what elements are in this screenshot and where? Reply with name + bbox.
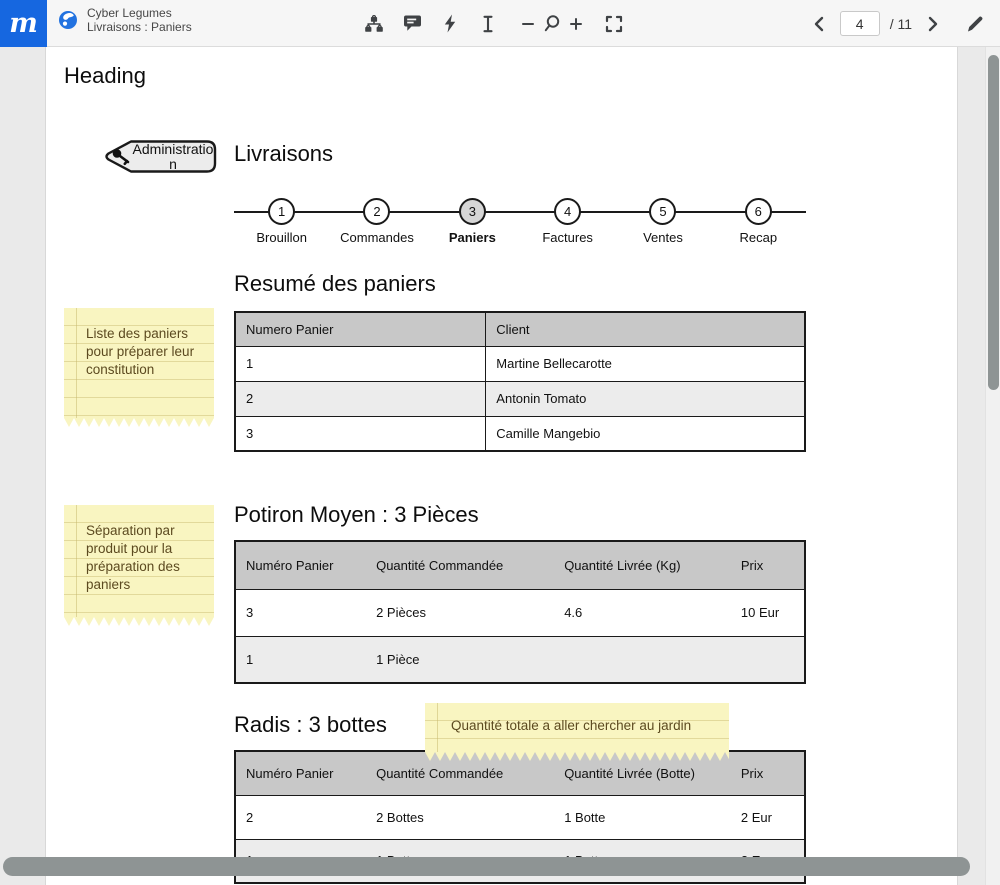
sticky-note-liste-paniers[interactable] <box>64 308 214 427</box>
table-header-row <box>235 312 805 346</box>
search-icon <box>543 14 562 33</box>
board-title: Cyber Legumes <box>87 6 172 20</box>
cell: 2 Eur <box>731 795 805 839</box>
cell: 1 <box>235 636 366 683</box>
sitemap-icon <box>364 15 384 33</box>
board-info[interactable] <box>58 6 192 34</box>
step-recap <box>711 198 806 245</box>
step-circle: 2 <box>363 198 390 225</box>
col-header: Quantité Commandée <box>366 751 554 795</box>
step-factures <box>520 198 615 245</box>
tag-administration[interactable] <box>101 139 221 174</box>
col-header: Prix <box>731 751 805 795</box>
col-header: Client <box>486 312 805 346</box>
note-torn-edge <box>425 752 729 761</box>
document-page <box>45 47 958 885</box>
note-torn-edge <box>64 617 214 626</box>
cell: 2 Bottes <box>366 795 554 839</box>
note-text: Liste des paniers pour préparer leur constitution <box>64 308 214 418</box>
sitemap-button[interactable] <box>363 13 385 35</box>
comments-button[interactable] <box>401 13 423 35</box>
cell: 2 Pièces <box>366 589 554 636</box>
fullscreen-button[interactable] <box>603 13 625 35</box>
col-header: Quantité Livrée (Botte) <box>554 751 731 795</box>
text-cursor-icon <box>479 15 497 33</box>
potiron-table[interactable] <box>234 540 806 684</box>
toolbar <box>0 0 1000 47</box>
next-page-button[interactable] <box>922 13 944 35</box>
cell: 4.6 <box>554 589 731 636</box>
pencil-icon <box>965 14 985 34</box>
table-row <box>235 346 805 381</box>
note-torn-edge <box>64 418 214 427</box>
vertical-scrollbar-thumb[interactable] <box>988 55 999 390</box>
cell: Antonin Tomato <box>486 381 805 416</box>
step-label: Paniers <box>448 230 496 245</box>
lightning-icon <box>441 14 459 33</box>
col-header: Quantité Livrée (Kg) <box>554 541 731 589</box>
step-label: Factures <box>542 230 593 245</box>
step-label: Brouillon <box>256 230 307 245</box>
col-header: Prix <box>731 541 805 589</box>
table-row <box>235 795 805 839</box>
table-row <box>235 636 805 683</box>
step-label: Commandes <box>340 230 414 245</box>
table-row <box>235 381 805 416</box>
cell: 10 Eur <box>731 589 805 636</box>
cell: 1 Botte <box>554 795 731 839</box>
chevron-left-icon <box>811 15 827 33</box>
step-circle: 1 <box>268 198 295 225</box>
livraisons-title[interactable]: Livraisons <box>234 141 334 166</box>
step-circle: 3 <box>459 198 486 225</box>
page-total: / 11 <box>889 15 912 32</box>
table-row <box>235 416 805 451</box>
step-brouillon <box>234 198 329 245</box>
cell: Martine Bellecarotte <box>486 346 805 381</box>
step-label: Ventes <box>643 230 683 245</box>
cell: 2 <box>235 381 486 416</box>
step-circle: 4 <box>554 198 581 225</box>
step-label: Recap <box>739 230 778 245</box>
vertical-scrollbar-track[interactable] <box>985 47 1000 885</box>
sticky-note-quantite-jardin[interactable] <box>425 703 729 761</box>
cell: 1 <box>235 346 486 381</box>
cell: 1 Pièce <box>366 636 554 683</box>
cell: 3 <box>235 589 366 636</box>
potiron-section-title[interactable]: Potiron Moyen : 3 Pièces <box>234 502 479 527</box>
page-title[interactable]: Heading <box>64 63 146 88</box>
stepper[interactable] <box>234 198 806 248</box>
fullscreen-icon <box>605 15 623 33</box>
col-header: Numéro Panier <box>235 541 366 589</box>
sticky-note-separation[interactable] <box>64 505 214 626</box>
cell <box>731 636 805 683</box>
zoom-in-icon <box>569 17 583 31</box>
zoom-in-button[interactable] <box>565 13 587 35</box>
radis-section-title[interactable]: Radis : 3 bottes <box>234 712 387 737</box>
cell: 2 <box>235 795 366 839</box>
tag-label: Administration <box>132 140 214 172</box>
col-header: Numéro Panier <box>235 751 366 795</box>
zoom-out-icon <box>521 17 535 31</box>
text-tool-button[interactable] <box>477 13 499 35</box>
step-circle: 5 <box>649 198 676 225</box>
edit-button[interactable] <box>964 13 986 35</box>
step-commandes <box>329 198 424 245</box>
col-header: Quantité Commandée <box>366 541 554 589</box>
cell <box>554 636 731 683</box>
app-logo[interactable] <box>0 0 47 47</box>
cell: Camille Mangebio <box>486 416 805 451</box>
resume-table[interactable] <box>234 311 806 452</box>
zoom-out-button[interactable] <box>517 13 539 35</box>
note-text: Quantité totale a aller chercher au jardin <box>425 703 729 752</box>
globe-icon <box>58 10 78 30</box>
step-ventes <box>615 198 710 245</box>
quick-actions-button[interactable] <box>439 13 461 35</box>
zoom-reset-button[interactable] <box>541 13 563 35</box>
logo-letter: m <box>9 8 38 39</box>
resume-section-title[interactable]: Resumé des paniers <box>234 271 436 296</box>
document-canvas <box>0 47 1000 885</box>
step-circle: 6 <box>745 198 772 225</box>
horizontal-scrollbar-thumb[interactable] <box>3 857 970 876</box>
prev-page-button[interactable] <box>808 13 830 35</box>
table-header-row <box>235 541 805 589</box>
note-text: Séparation par produit pour la préparation des paniers <box>64 505 214 617</box>
cell: 3 <box>235 416 486 451</box>
chevron-right-icon <box>925 15 941 33</box>
col-header: Numero Panier <box>235 312 486 346</box>
page-number-input[interactable] <box>840 11 880 36</box>
step-paniers-active <box>425 198 520 245</box>
comments-icon <box>403 14 422 33</box>
table-row <box>235 589 805 636</box>
breadcrumb: Livraisons : Paniers <box>87 20 192 34</box>
